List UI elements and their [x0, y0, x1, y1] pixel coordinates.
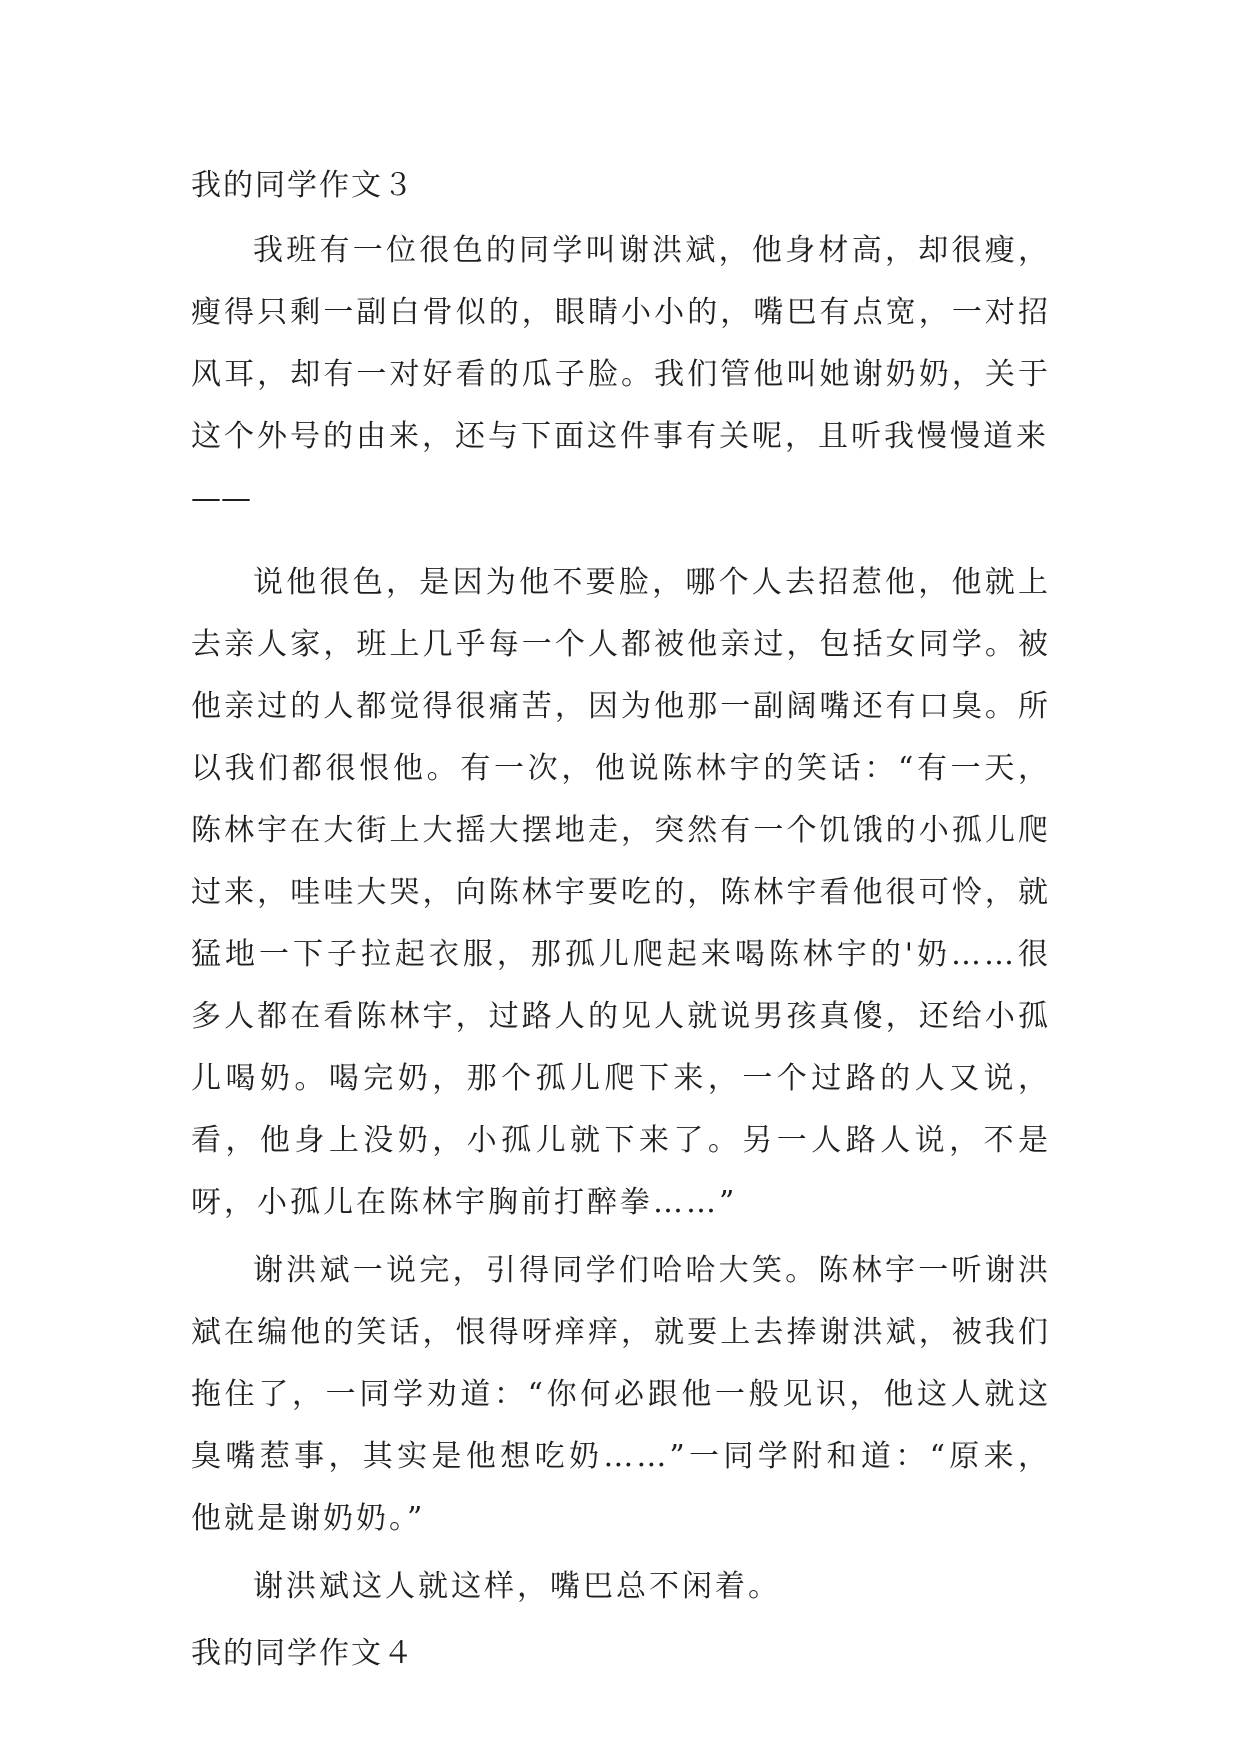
document-page: [191, 160, 1051, 1680]
paragraph-intro: 我班有一位很色的同学叫谢洪斌，他身材高，却很瘦，瘦得只剩一副白骨似的，眼睛小小的，嘴巴有点宽，一对招风耳，却有一对好看的瓜子脸。我们管他叫她谢奶奶，关于这个外号的由来，还与下面这件事有关呢，且听我慢慢道来: [191, 233, 1051, 454]
essay-heading-4: 我的同学作文４: [191, 1636, 415, 1671]
essay-heading-3: 我的同学作文３: [191, 168, 415, 203]
paragraph-conclusion: 谢洪斌这人就这样，嘴巴总不闲着。: [253, 1569, 781, 1604]
paragraph-reaction: 谢洪斌一说完，引得同学们哈哈大笑。陈林宇一听谢洪斌在编他的笑话，恨得呀痒痒，就要上去捧谢洪斌，被我们拖住了，一同学劝道：“你何必跟他一般见识，他这人就这臭嘴惹事，其实是他想吃奶……”一同学附和道：“原来，他就是谢奶奶。”: [191, 1253, 1051, 1536]
paragraph-story: 说他很色，是因为他不要脸，哪个人去招惹他，他就上去亲人家，班上几乎每一个人都被他亲过，包括女同学。被他亲过的人都觉得很痛苦，因为他那一副阔嘴还有口臭。所以我们都很恨他。有一次，他说陈林宇的笑话：“有一天，陈林宇在大街上大摇大摆地走，突然有一个饥饿的小孤儿爬过来，哇哇大哭，向陈林宇要吃的，陈林宇看他很可怜，就猛地一下子拉起衣服，那孤儿爬起来喝陈林宇的'奶……很多人都在看陈林宇，过路人的见人就说男孩真傻，还给小孤儿喝奶。喝完奶，那个孤儿爬下来，一个过路的人又说，看，他身上没奶，小孤儿就下来了。另一人路人说，不是呀，小孤儿在陈林宇胸前打醉拳……”: [191, 565, 1051, 1220]
dash-line: ——: [191, 481, 251, 516]
